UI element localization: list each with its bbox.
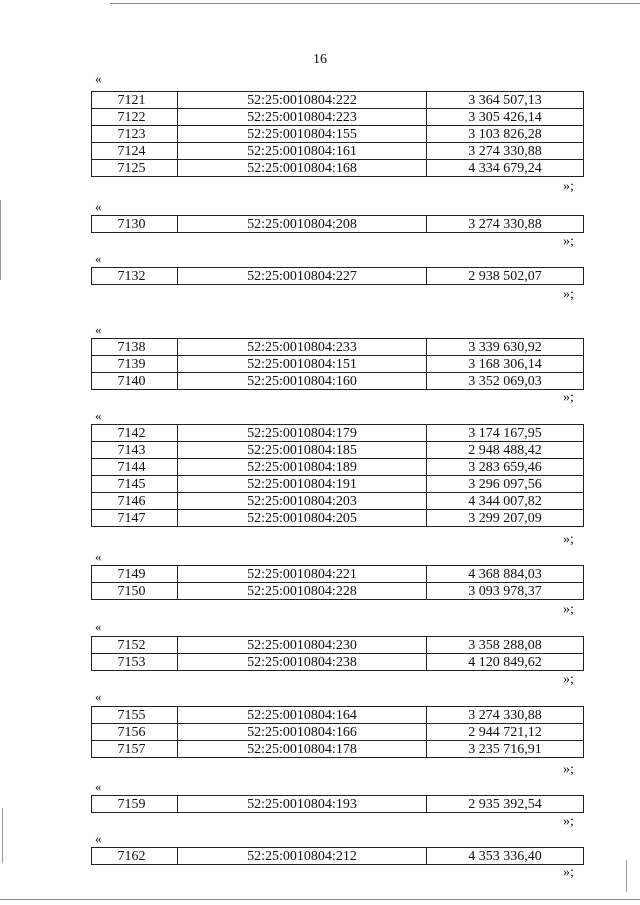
table-row (92, 566, 584, 583)
table-row (92, 425, 584, 442)
row-number: 7122 (92, 109, 178, 126)
close-quote: »; (563, 234, 574, 249)
table-row (92, 654, 584, 671)
table-row (92, 160, 584, 177)
cadastral-value: 3 299 207,09 (427, 510, 584, 527)
scan-edge-bottom (0, 899, 640, 900)
row-number: 7155 (92, 707, 178, 724)
table-row (92, 339, 584, 356)
row-number: 7145 (92, 476, 178, 493)
cadastral-value: 3 274 330,88 (427, 143, 584, 160)
table-row (92, 741, 584, 758)
registry-table (91, 795, 584, 813)
row-number: 7124 (92, 143, 178, 160)
cadastral-value: 4 334 679,24 (427, 160, 584, 177)
cadastral-number: 52:25:0010804:185 (178, 442, 427, 459)
row-number: 7150 (92, 583, 178, 600)
table-row (92, 92, 584, 109)
registry-table (91, 706, 584, 758)
cadastral-value: 3 174 167,95 (427, 425, 584, 442)
open-quote: « (95, 779, 102, 794)
row-number: 7146 (92, 493, 178, 510)
row-number: 7123 (92, 126, 178, 143)
row-number: 7157 (92, 741, 178, 758)
cadastral-number: 52:25:0010804:230 (178, 637, 427, 654)
table-row (92, 126, 584, 143)
cadastral-value: 3 358 288,08 (427, 637, 584, 654)
table-row (92, 583, 584, 600)
cadastral-number: 52:25:0010804:212 (178, 848, 427, 865)
close-quote: »; (563, 287, 574, 302)
registry-table (91, 636, 584, 671)
table-row (92, 724, 584, 741)
open-quote: « (95, 408, 102, 423)
close-quote: »; (563, 865, 574, 880)
cadastral-number: 52:25:0010804:205 (178, 510, 427, 527)
close-quote: »; (563, 672, 574, 687)
registry-table (91, 215, 584, 233)
cadastral-number: 52:25:0010804:222 (178, 92, 427, 109)
close-quote: »; (563, 814, 574, 829)
cadastral-value: 3 283 659,46 (427, 459, 584, 476)
row-number: 7156 (92, 724, 178, 741)
close-quote: »; (563, 532, 574, 547)
row-number: 7139 (92, 356, 178, 373)
close-quote: »; (563, 390, 574, 405)
close-quote: »; (563, 762, 574, 777)
row-number: 7125 (92, 160, 178, 177)
row-number: 7144 (92, 459, 178, 476)
cadastral-number: 52:25:0010804:166 (178, 724, 427, 741)
row-number: 7162 (92, 848, 178, 865)
open-quote: « (95, 689, 102, 704)
cadastral-number: 52:25:0010804:151 (178, 356, 427, 373)
cadastral-value: 3 364 507,13 (427, 92, 584, 109)
registry-table (91, 565, 584, 600)
cadastral-value: 3 352 069,03 (427, 373, 584, 390)
cadastral-value: 3 339 630,92 (427, 339, 584, 356)
cadastral-value: 4 344 007,82 (427, 493, 584, 510)
scan-edge-top (110, 3, 640, 4)
registry-table (91, 847, 584, 865)
cadastral-number: 52:25:0010804:160 (178, 373, 427, 390)
table-row (92, 476, 584, 493)
table-row (92, 510, 584, 527)
row-number: 7159 (92, 796, 178, 813)
cadastral-value: 3 296 097,56 (427, 476, 584, 493)
table-row (92, 268, 584, 285)
row-number: 7130 (92, 216, 178, 233)
cadastral-number: 52:25:0010804:161 (178, 143, 427, 160)
table-row (92, 493, 584, 510)
table-row (92, 707, 584, 724)
open-quote: « (95, 619, 102, 634)
registry-table (91, 91, 584, 177)
table-row (92, 442, 584, 459)
cadastral-number: 52:25:0010804:164 (178, 707, 427, 724)
scan-edge-right (626, 860, 627, 892)
cadastral-value: 2 944 721,12 (427, 724, 584, 741)
table-row (92, 356, 584, 373)
open-quote: « (95, 71, 102, 86)
open-quote: « (95, 199, 102, 214)
cadastral-number: 52:25:0010804:233 (178, 339, 427, 356)
open-quote: « (95, 549, 102, 564)
cadastral-number: 52:25:0010804:228 (178, 583, 427, 600)
row-number: 7149 (92, 566, 178, 583)
cadastral-value: 4 368 884,03 (427, 566, 584, 583)
registry-table (91, 338, 584, 390)
cadastral-value: 2 935 392,54 (427, 796, 584, 813)
cadastral-number: 52:25:0010804:189 (178, 459, 427, 476)
table-row (92, 796, 584, 813)
registry-table (91, 424, 584, 527)
cadastral-number: 52:25:0010804:203 (178, 493, 427, 510)
cadastral-value: 2 948 488,42 (427, 442, 584, 459)
cadastral-number: 52:25:0010804:155 (178, 126, 427, 143)
close-quote: »; (563, 179, 574, 194)
row-number: 7153 (92, 654, 178, 671)
table-row (92, 459, 584, 476)
cadastral-number: 52:25:0010804:227 (178, 268, 427, 285)
row-number: 7143 (92, 442, 178, 459)
row-number: 7138 (92, 339, 178, 356)
cadastral-value: 3 274 330,88 (427, 216, 584, 233)
table-row (92, 637, 584, 654)
cadastral-value: 3 168 306,14 (427, 356, 584, 373)
cadastral-number: 52:25:0010804:193 (178, 796, 427, 813)
table-row (92, 216, 584, 233)
open-quote: « (95, 322, 102, 337)
table-row (92, 143, 584, 160)
row-number: 7140 (92, 373, 178, 390)
cadastral-number: 52:25:0010804:179 (178, 425, 427, 442)
cadastral-number: 52:25:0010804:208 (178, 216, 427, 233)
cadastral-number: 52:25:0010804:168 (178, 160, 427, 177)
cadastral-value: 3 103 826,28 (427, 126, 584, 143)
scan-edge-left (0, 200, 1, 280)
cadastral-number: 52:25:0010804:191 (178, 476, 427, 493)
registry-table (91, 267, 584, 285)
row-number: 7147 (92, 510, 178, 527)
cadastral-value: 3 274 330,88 (427, 707, 584, 724)
cadastral-value: 2 938 502,07 (427, 268, 584, 285)
cadastral-value: 3 305 426,14 (427, 109, 584, 126)
cadastral-number: 52:25:0010804:238 (178, 654, 427, 671)
open-quote: « (95, 831, 102, 846)
row-number: 7121 (92, 92, 178, 109)
cadastral-value: 4 120 849,62 (427, 654, 584, 671)
close-quote: »; (563, 602, 574, 617)
cadastral-number: 52:25:0010804:221 (178, 566, 427, 583)
row-number: 7132 (92, 268, 178, 285)
cadastral-value: 3 093 978,37 (427, 583, 584, 600)
cadastral-value: 4 353 336,40 (427, 848, 584, 865)
scan-edge-left-lower (2, 808, 3, 863)
page-number: 16 (313, 52, 327, 67)
row-number: 7142 (92, 425, 178, 442)
row-number: 7152 (92, 637, 178, 654)
table-row (92, 848, 584, 865)
cadastral-number: 52:25:0010804:223 (178, 109, 427, 126)
open-quote: « (95, 251, 102, 266)
cadastral-number: 52:25:0010804:178 (178, 741, 427, 758)
table-row (92, 373, 584, 390)
table-row (92, 109, 584, 126)
cadastral-value: 3 235 716,91 (427, 741, 584, 758)
